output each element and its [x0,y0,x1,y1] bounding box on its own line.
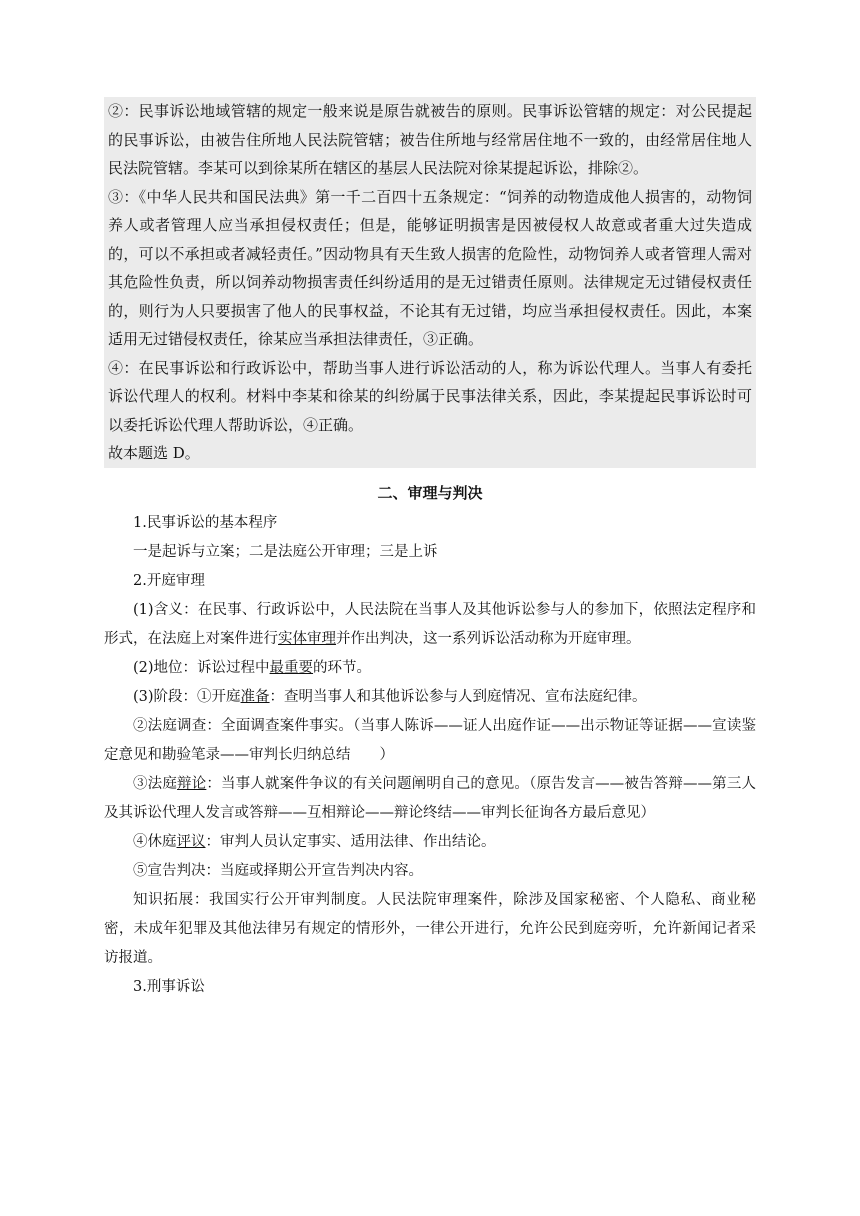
analysis-item-4: ④：在民事诉讼和行政诉讼中，帮助当事人进行诉讼活动的人，称为诉讼代理人。当事人有委托诉讼代理人的权利。材料中李某和徐某的纠纷属于民事法律关系，因此，李某提起民事诉讼时可以委托诉讼代理人帮助诉讼，④正确。 [108,358,752,434]
trial-definition: (1)含义：在民事、行政诉讼中，人民法院在当事人及其他诉讼参与人的参加下，依照法定程序和形式，在法庭上对案件进行实体审理并作出判决，这一系列诉讼活动称为开庭审理。 [104,602,756,647]
answer-conclusion: 故本题选 D。 [108,444,200,462]
trial-position: (2)地位：诉讼过程中最重要的环节。 [133,660,372,676]
section-content [104,479,756,1002]
underlined-term: 辩论 [177,776,207,792]
underlined-term: 评议 [176,834,206,850]
knowledge-extension: 知识拓展：我国实行公开审判制度。人民法院审理案件，除涉及国家秘密、个人隐私、商业秘密，未成年犯罪及其他法律另有规定的情形外，一律公开进行，允许公民到庭旁听，允许新闻记者采访报道。 [104,892,756,966]
heading-court-trial: 2.开庭审理 [133,573,205,589]
stage-preparation: (3)阶段：①开庭准备：查明当事人和其他诉讼参与人到庭情况、宣布法庭纪律。 [133,689,647,705]
stage-debate: ③法庭辩论：当事人就案件争议的有关问题阐明自己的意见。（原告发言——被告答辩——第三人及其诉讼代理人发言或答辩——互相辩论——辩论终结——审判长征询各方最后意见） [104,776,757,821]
stage-investigation: ②法庭调查：全面调查案件事实。（当事人陈诉——证人出庭作证——出示物证等证据——宣读鉴定意见和勘验笔录——审判长归纳总结 ） [104,718,756,763]
analysis-item-3: ③：《中华人民共和国民法典》第一千二百四十五条规定：“饲养的动物造成他人损害的，动物饲养人或者管理人应当承担侵权责任；但是，能够证明损害是因被侵权人故意或者重大过失造成的，可以不承担或者减轻责任。”因动物具有天生致人损害的危险性，动物饲养人或者管理人需对其危险性负责，所以饲养动物损害责任纠纷适用的是无过错责任原则。法律规定无过错侵权责任的，则行为人只要损害了他人的民事权益，不论其有无过错，均应当承担侵权责任。因此，本案适用无过错侵权责任，徐某应当承担法律责任，③正确。 [108,187,752,348]
section-title: 二、审理与判决 [377,484,483,502]
underlined-term: 实体审理 [278,631,336,647]
stage-deliberation: ④休庭评议：审判人员认定事实、适用法律、作出结论。 [133,834,496,850]
heading-criminal-procedure: 3.刑事诉讼 [133,979,205,995]
analysis-item-2: ②：民事诉讼地域管辖的规定一般来说是原告就被告的原则。民事诉讼管辖的规定：对公民提起的民事诉讼，由被告住所地人民法院管辖；被告住所地与经常居住地不一致的，由经常居住地人民法院管辖。李某可以到徐某所在辖区的基层人民法院对徐某提起诉讼，排除②。 [108,102,752,177]
underlined-term: 准备 [240,689,270,705]
civil-procedure-steps: 一是起诉与立案；二是法庭公开审理；三是上诉 [133,544,438,560]
underlined-term: 最重要 [269,660,314,676]
heading-civil-procedure: 1.民事诉讼的基本程序 [133,515,278,531]
answer-analysis-box [104,97,756,468]
stage-judgment: ⑤宣告判决：当庭或择期公开宣告判决内容。 [133,863,423,879]
